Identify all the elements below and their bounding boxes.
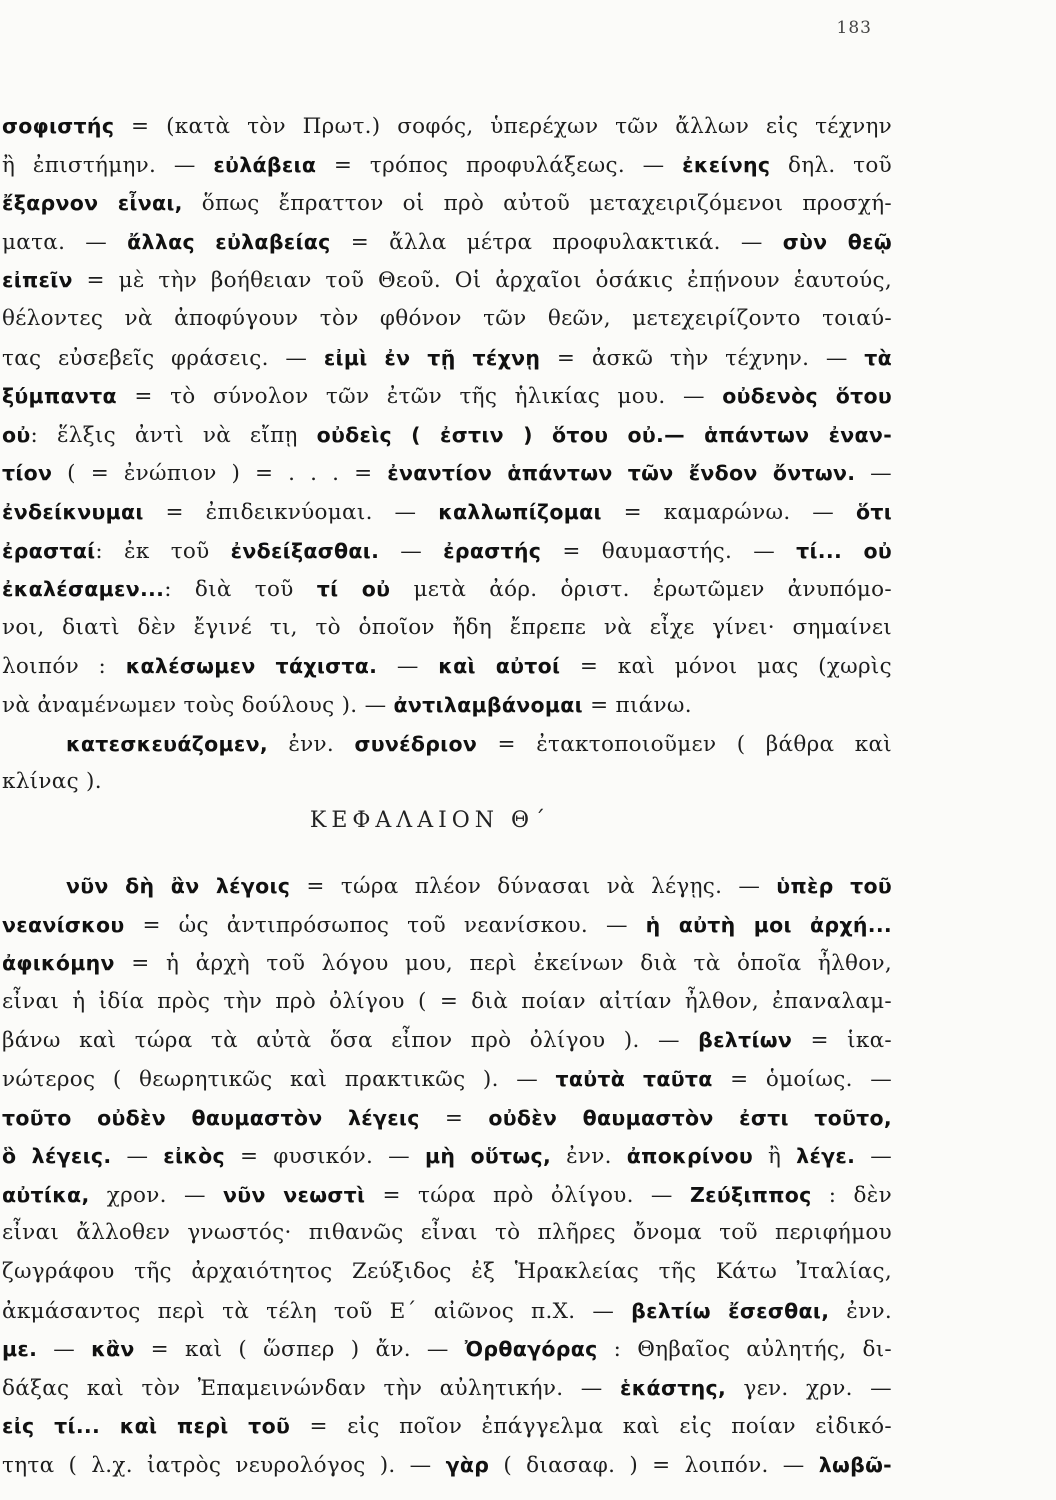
lemma-term: βελτίων (698, 1028, 793, 1053)
text-line (2, 532, 892, 571)
gloss-text: χρον. — (89, 1182, 224, 1208)
text-line (2, 1292, 892, 1331)
lemma-term: ἡ αὐτὴ μοι ἀρχή... (645, 912, 892, 937)
gloss-text: = (419, 1105, 489, 1131)
gloss-text: ὅπως ἔπραττον οἱ πρὸ αὐτοῦ μεταχειριζόμενοι προσχή- (182, 191, 892, 217)
gloss-text: ἐνν. (267, 731, 355, 757)
lemma-term: με. (2, 1337, 38, 1362)
lemma-term: τί οὐ (316, 577, 391, 602)
lemma-term: ἀφικόμην (2, 951, 115, 976)
lemma-term: εὐλάβεια (213, 152, 317, 177)
text-line (2, 763, 892, 802)
page-number: 183 (836, 18, 872, 38)
gloss-text: = πιάνω. (582, 692, 692, 718)
lemma-term: τοῦτο οὐδὲν θαυμαστὸν λέγεις (2, 1105, 420, 1130)
lemma-term: εἰκὸς (163, 1144, 225, 1169)
gloss-text: — (377, 654, 439, 680)
lemma-term: σοφιστής (2, 114, 115, 138)
lemma-term: μὴ οὕτως, (424, 1144, 552, 1169)
gloss-text: : ἕλξις ἀντὶ νὰ εἴπῃ (30, 422, 317, 448)
gloss-text: ματα. — (2, 229, 128, 255)
text-line (2, 1060, 892, 1099)
lemma-term: νεανίσκου (2, 912, 125, 937)
gloss-text: — (379, 538, 444, 564)
commentary-section-1 (2, 107, 892, 802)
gloss-text: = εἰς ποῖον ἐπάγγελμα καὶ εἰς ποίαν εἰδικό- (290, 1414, 892, 1440)
lemma-term: καὶ αὐτοί (438, 654, 561, 679)
gloss-text: = ἄλλα μέτρα προφυλακτικά. — (330, 229, 783, 255)
text-line (2, 906, 892, 945)
gloss-text: — (111, 1144, 164, 1170)
gloss-text: ἢ ἐπιστήμην. — (2, 152, 214, 178)
text-line (2, 1407, 892, 1446)
lemma-term: ἐκαλέσαμεν... (2, 577, 165, 602)
gloss-text: = τώρα πρὸ ὀλίγου. — (365, 1182, 690, 1208)
gloss-text: γεν. χρν. — (726, 1375, 892, 1401)
text-line (2, 493, 892, 532)
gloss-text: = καὶ μόνοι μας (χωρὶς (560, 654, 892, 680)
text-line (2, 686, 892, 725)
lemma-term: νῦν δὴ ἂν λέγοις (66, 874, 291, 898)
gloss-text: — (855, 1144, 892, 1170)
lemma-term: καλέσωμεν τάχιστα. (125, 654, 378, 679)
gloss-text: ( διασαφ. ) = λοιπόν. — (489, 1452, 819, 1478)
text-line (2, 416, 892, 455)
gloss-text: νὰ ἀναμένωμεν τοὺς δούλους ). — (2, 692, 394, 718)
lemma-term: κἂν (91, 1337, 135, 1362)
gloss-text: δάξας καὶ τὸν Ἐπαμεινώνδαν τὴν αὐλητικήν. — (2, 1375, 620, 1401)
lemma-term: ὅτι (855, 499, 892, 524)
text-line (2, 223, 892, 262)
lemma-term: συνέδριον (354, 731, 478, 756)
gloss-text: = ὡς ἀντιπρόσωπος τοῦ νεανίσκου. — (124, 912, 646, 938)
gloss-text: = μὲ τὴν βοήθειαν τοῦ Θεοῦ. Οἱ ἀρχαῖοι ὁσάκις ἐπῄνουν ἑαυτούς, (72, 268, 892, 294)
text-line (2, 983, 892, 1022)
text-line (2, 944, 892, 983)
gloss-text: τας εὐσεβεῖς φράσεις. — (2, 345, 324, 371)
lemma-term: Ὀρθαγόρας (464, 1337, 598, 1362)
gloss-text: = τρόπος προφυλάξεως. — (316, 152, 683, 178)
gloss-text: εἶναι ἡ ἰδία πρὸς τὴν πρὸ ὀλίγου ( = διὰ ποίαν αἰτίαν ἦλθον, ἐπαναλαμ- (2, 988, 892, 1014)
gloss-text: τητα ( λ.χ. ἰατρὸς νευρολόγος ). — (2, 1452, 446, 1478)
lemma-term: Ζεύξιππος (689, 1182, 812, 1207)
lemma-term: οὐδὲν θαυμαστὸν ἐστι τοῦτο, (488, 1105, 892, 1130)
lemma-term: σὺν θεῷ (782, 229, 892, 254)
text-line (2, 300, 892, 339)
gloss-text: : Θηβαῖος αὐλητής, δι- (597, 1337, 892, 1363)
gloss-text: νώτερος ( θεωρητικῶς καὶ πρακτικῶς ). — (2, 1066, 556, 1092)
gloss-text: — (855, 461, 892, 487)
gloss-text: = θαυμαστής. — (541, 538, 797, 564)
text-line (2, 1099, 892, 1138)
text-line (2, 339, 892, 378)
gloss-text: νοι, διατὶ δὲν ἔγινέ τι, τὸ ὁποῖον ἤδη ἔπρεπε νὰ εἶχε γίνει· σημαίνει (2, 614, 892, 640)
lemma-term: αὐτίκα, (2, 1182, 90, 1207)
text-line (2, 1176, 892, 1215)
lemma-term: τί... οὐ (796, 538, 892, 563)
text-line (2, 570, 892, 609)
gloss-text: = καὶ ( ὥσπερ ) ἄν. — (134, 1337, 465, 1363)
lemma-term: ξύμπαντα (2, 384, 117, 409)
lemma-term: τὰ (864, 345, 892, 370)
gloss-text: = (κατὰ τὸν Πρωτ.) σοφός, ὑπερέχων τῶν ἄλλων εἰς τέχνην (114, 114, 892, 139)
gloss-text: = τώρα πλέον δύνασαι νὰ λέγῃς. — (290, 874, 777, 899)
lemma-term: ἀντιλαμβάνομαι (393, 692, 583, 717)
lemma-term: εἰπεῖν (2, 268, 73, 293)
lemma-term: οὐδεὶς ( ἐστιν ) ὅτου οὐ.— ἁπάντων ἐναν- (316, 422, 892, 447)
text-line (2, 1330, 892, 1369)
gloss-text: ζωγράφου τῆς ἀρχαιότητος Ζεύξιδος ἐξ Ἡρακλείας τῆς Κάτω Ἰταλίας, (2, 1258, 892, 1284)
text-line (2, 1021, 892, 1060)
gloss-text: θέλοντες νὰ ἀποφύγουν τὸν φθόνον τῶν θεῶν, μετεχειρίζοντο τοιαύ- (2, 305, 892, 331)
text-line (2, 107, 892, 146)
text-line (2, 1214, 892, 1253)
gloss-text: : ἐκ τοῦ (95, 538, 231, 564)
text-line (2, 184, 892, 223)
gloss-text: = ἡ ἀρχὴ τοῦ λόγου μου, περὶ ἐκείνων διὰ τὰ ὁποῖα ἦλθον, (114, 951, 892, 977)
lemma-term: εἰμὶ ἐν τῇ τέχνῃ (323, 345, 541, 370)
gloss-text: μετὰ ἀόρ. ὁριστ. ἐρωτῶμεν ἀνυπόμο- (390, 577, 892, 603)
lemma-term: ἑκάστης, (619, 1375, 727, 1400)
text-line (2, 377, 892, 416)
gloss-text: — (37, 1337, 92, 1363)
lemma-term: βελτίω ἔσεσθαι, (631, 1298, 830, 1323)
lemma-term: ὑπὲρ τοῦ (776, 874, 892, 898)
text-line (2, 1446, 892, 1485)
lemma-term: ἐραστής (443, 538, 542, 563)
lemma-term: οὐ (2, 422, 31, 447)
lemma-term: καλλωπίζομαι (438, 499, 602, 524)
gloss-text: = ὁμοίως. — (712, 1066, 892, 1092)
gloss-text: ἐνν. (551, 1144, 627, 1170)
gloss-text: = ἀσκῶ τὴν τέχνην. — (540, 345, 865, 371)
gloss-text: : δὲν (811, 1182, 892, 1208)
gloss-text: = ἐτακτοποιοῦμεν ( βάθρα καὶ (477, 731, 892, 757)
lemma-term: οὐδενὸς ὅτου (722, 384, 892, 409)
text-line (2, 146, 892, 185)
commentary-section-2 (2, 867, 892, 1485)
lemma-term: ταὐτὰ ταῦτα (555, 1066, 713, 1091)
lemma-term: ἐναντίον ἁπάντων τῶν ἔνδον ὄντων. (387, 461, 856, 486)
chapter-heading: ΚΕΦΑΛΑΙΟΝ Θ΄ (309, 808, 551, 833)
gloss-text: δηλ. τοῦ (770, 152, 892, 178)
gloss-text: = καμαρώνω. — (601, 499, 856, 525)
text-line (2, 454, 892, 493)
gloss-text: ἀκμάσαντος περὶ τὰ τέλη τοῦ Ε΄ αἰῶνος π.Χ. — (2, 1298, 632, 1324)
lemma-term: ἐρασταί (2, 538, 96, 563)
gloss-text: ἐνν. (829, 1298, 892, 1324)
lemma-term: ἐνδείκνυμαι (2, 499, 144, 524)
gloss-text: εἶναι ἄλλοθεν γνωστός· πιθανῶς εἶναι τὸ πλῆρες ὄνομα τοῦ περιφήμου (2, 1220, 892, 1246)
text-line (2, 1253, 892, 1292)
gloss-text: = φυσικόν. — (224, 1144, 425, 1170)
lemma-term: γὰρ (445, 1452, 490, 1477)
gloss-text: κλίνας ). (2, 769, 102, 795)
lemma-term: λωβῶ- (818, 1452, 892, 1477)
gloss-text: = ἱκα- (792, 1028, 892, 1054)
lemma-term: εἰς τί... καὶ περὶ τοῦ (2, 1414, 291, 1439)
text-line (2, 261, 892, 300)
lemma-term: ἔξαρνον εἶναι, (2, 191, 183, 216)
lemma-term: νῦν νεωστὶ (223, 1182, 366, 1207)
lemma-term: ὃ λέγεις. (2, 1144, 112, 1169)
gloss-text: βάνω καὶ τώρα τὰ αὐτὰ ὅσα εἶπον πρὸ ὀλίγου ). — (2, 1028, 699, 1054)
gloss-text: λοιπόν : (2, 654, 126, 680)
gloss-text: : διὰ τοῦ (164, 577, 317, 603)
text-line (2, 725, 892, 764)
text-line (2, 1137, 892, 1176)
lemma-term: λέγε. (796, 1144, 856, 1169)
gloss-text: = ἐπιδεικνύομαι. — (143, 499, 439, 525)
lemma-term: τίον (2, 461, 53, 486)
lemma-term: ἀποκρίνου (626, 1144, 753, 1169)
lemma-term: κατεσκευάζομεν, (66, 731, 268, 756)
lemma-term: ἄλλας εὐλαβείας (127, 229, 331, 254)
gloss-text: ( = ἐνώπιον ) = . . . = (52, 461, 388, 487)
text-line (2, 1369, 892, 1408)
text-line (2, 647, 892, 686)
lemma-term: ἐκείνης (682, 152, 771, 177)
gloss-text: = τὸ σύνολον τῶν ἐτῶν τῆς ἡλικίας μου. — (116, 384, 723, 410)
lemma-term: ἐνδείξασθαι. (230, 538, 380, 563)
text-line (2, 609, 892, 648)
text-line (2, 867, 892, 906)
gloss-text: ἢ (753, 1144, 797, 1170)
